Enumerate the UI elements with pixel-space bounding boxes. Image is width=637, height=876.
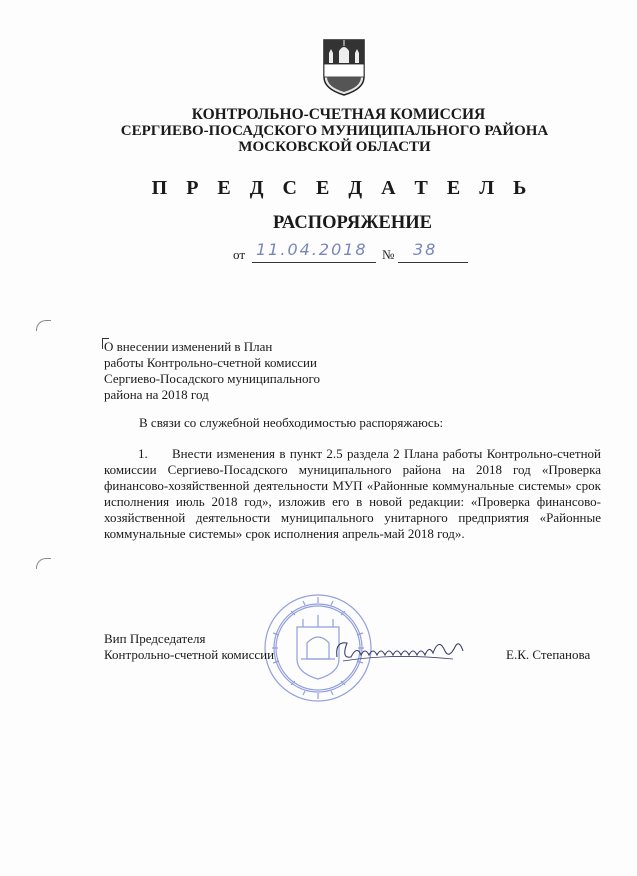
signatory-title xyxy=(104,631,274,663)
signatory-title-line: Контрольно-счетной комиссии xyxy=(104,647,275,662)
number-label: № xyxy=(382,247,395,262)
subject-block xyxy=(104,339,320,403)
punch-mark xyxy=(36,320,51,331)
subject-line: работы Контрольно-счетной комиссии xyxy=(104,355,317,370)
date-value: 11.04.2018 xyxy=(256,240,368,259)
organization-district: СЕРГИЕВО-ПОСАДСКОГО МУНИЦИПАЛЬНОГО РАЙОНА xyxy=(120,123,549,139)
handwritten-signature xyxy=(333,633,468,669)
item-number: 1. xyxy=(138,446,148,461)
subject-line: района на 2018 год xyxy=(104,387,209,402)
subject-line: О внесении изменений в План xyxy=(104,339,273,354)
signatory-title-line: Вип Председателя xyxy=(104,631,206,646)
number-underline xyxy=(398,262,468,263)
date-underline xyxy=(252,262,376,263)
coat-of-arms-icon xyxy=(321,37,367,97)
signatory-name: Е.К. Степанова xyxy=(506,647,591,662)
order-item xyxy=(104,446,601,542)
organization-region: МОСКОВСКОЙ ОБЛАСТИ xyxy=(238,139,431,155)
subject-line: Сергиево-Посадского муниципального xyxy=(104,371,321,386)
date-label: от xyxy=(233,247,246,262)
number-value: 38 xyxy=(413,240,438,259)
organization-name: КОНТРОЛЬНО-СЧЕТНАЯ КОМИССИЯ xyxy=(191,106,486,123)
role-heading: П Р Е Д С Е Д А Т Е Л Ь xyxy=(151,177,534,199)
item-text: Внести изменения в пункт 2.5 раздела 2 Плана работы Контрольно-счетной комиссии Сергиево-Посадского муниципального района на 2018 год «Проверка финансово-хозяйственной деятельности МУП «Районные коммунальные системы» срок исполнения июль 2018 год», изложив его в новой редакции: «Проверка финансово-хозяйственной деятельности муниципального унитарного предприятия «Районные коммунальные системы» срок исполнения апрель-май 2018 год». xyxy=(104,446,601,541)
intro-text: В связи со служебной необходимостью распоряжаюсь: xyxy=(139,415,444,430)
document-type-heading: РАСПОРЯЖЕНИЕ xyxy=(272,213,432,233)
punch-mark xyxy=(36,558,51,569)
